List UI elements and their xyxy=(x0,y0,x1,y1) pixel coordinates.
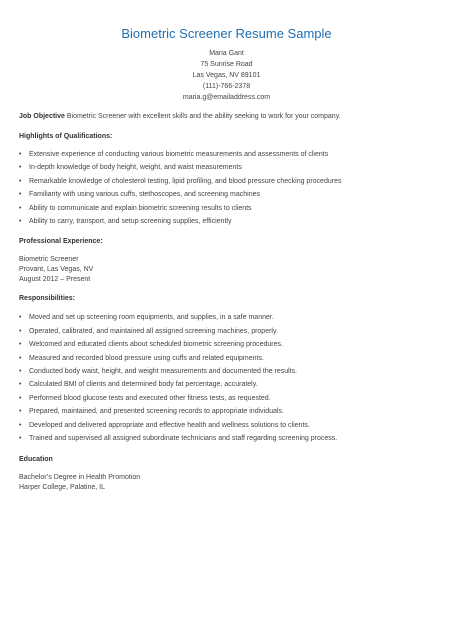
responsibilities-heading: Responsibilities: xyxy=(19,295,76,303)
bullet-icon: • xyxy=(19,354,22,362)
list-item: • Prepared, maintained, and presented screening records to appropriate individuals. xyxy=(19,405,434,418)
bullet-icon: • xyxy=(19,341,22,349)
list-item: • Measured and recorded blood pressure using cuffs and related equipments. xyxy=(19,352,434,365)
experience-company: Provant, Las Vegas, NV xyxy=(19,266,94,274)
bullet-icon: • xyxy=(19,191,22,199)
contact-city: Las Vegas, NV 89101 xyxy=(192,72,261,79)
education-details xyxy=(19,473,434,493)
experience-role: Biometric Screener xyxy=(19,256,79,264)
contact-phone: (111)-766-2378 xyxy=(202,83,251,90)
bullet-icon: • xyxy=(19,151,22,158)
education-degree: Bachelor’s Degree in Health Promotion xyxy=(19,473,141,481)
responsibilities-list xyxy=(19,311,434,445)
bullet-icon: • xyxy=(19,435,22,443)
contact-block xyxy=(19,48,434,103)
list-item: • Ability to communicate and explain biometric screening results to clients xyxy=(19,202,434,215)
job-objective-text: Biometric Screener with excellent skills and the ability seeking to work for your company. xyxy=(64,113,341,120)
bullet-icon: • xyxy=(19,164,22,172)
list-item: • Moved and set up screening room equipments, and supplies, in a safe manner. xyxy=(19,311,434,324)
bullet-icon: • xyxy=(19,421,22,429)
list-item: • Familiarity with using various cuffs, stethoscopes, and screening machines xyxy=(19,188,434,201)
education-section xyxy=(19,455,434,493)
contact-street: 75 Sunrise Road xyxy=(200,61,253,68)
experience-dates: August 2012 – Present xyxy=(19,276,91,284)
bullet-icon: • xyxy=(19,368,22,376)
bullet-icon: • xyxy=(19,204,22,212)
job-objective-label: Job Objective xyxy=(19,113,65,120)
education-heading: Education xyxy=(19,455,53,463)
list-item: • Welcomed and educated clients about scheduled biometric screening procedures. xyxy=(19,338,434,351)
bullet-icon: • xyxy=(19,177,22,185)
experience-section xyxy=(19,237,434,285)
highlights-section xyxy=(19,132,434,228)
list-item: • In-depth knowledge of body height, weight, and waist measurements xyxy=(19,161,434,174)
list-item: • Ability to carry, transport, and setup screening supplies, efficiently xyxy=(19,215,434,228)
list-item: • Trained and supervised all assigned subordinate technicians and staff regarding screening process. xyxy=(19,432,434,445)
bullet-icon: • xyxy=(19,218,22,226)
responsibilities-section xyxy=(19,294,434,445)
list-item: • Operated, calibrated, and maintained all assigned screening machines, properly. xyxy=(19,325,434,338)
education-school: Harper College, Palatine, IL xyxy=(19,483,105,491)
resume-title: Biometric Screener Resume Sample xyxy=(121,26,332,41)
contact-name: Maria Gant xyxy=(209,50,244,57)
experience-details xyxy=(19,255,434,285)
list-item: • Calculated BMI of clients and determined body fat percentage, accurately. xyxy=(19,378,434,391)
bullet-icon: • xyxy=(19,394,22,402)
list-item: • Performed blood glucose tests and executed other fitness tests, as requested. xyxy=(19,392,434,405)
list-item: • Developed and delivered appropriate and effective health and wellness solutions to clients. xyxy=(19,419,434,432)
bullet-icon: • xyxy=(19,408,22,416)
list-item: • Conducted body waist, height, and weight measurements and documented the results. xyxy=(19,365,434,378)
bullet-icon: • xyxy=(19,327,22,335)
contact-email: maria.g@emailaddress.com xyxy=(182,94,271,101)
highlights-heading: Highlights of Qualifications: xyxy=(19,133,113,140)
bullet-icon: • xyxy=(19,314,22,322)
highlights-list xyxy=(19,148,434,228)
list-item: • Remarkable knowledge of cholesterol testing, lipid profiling, and blood pressure checking procedures xyxy=(19,175,434,188)
experience-heading: Professional Experience: xyxy=(19,238,103,246)
job-objective xyxy=(19,112,434,122)
list-item: • Extensive experience of conducting various biometric measurements and assessments of clients xyxy=(19,148,434,161)
bullet-icon: • xyxy=(19,381,22,389)
